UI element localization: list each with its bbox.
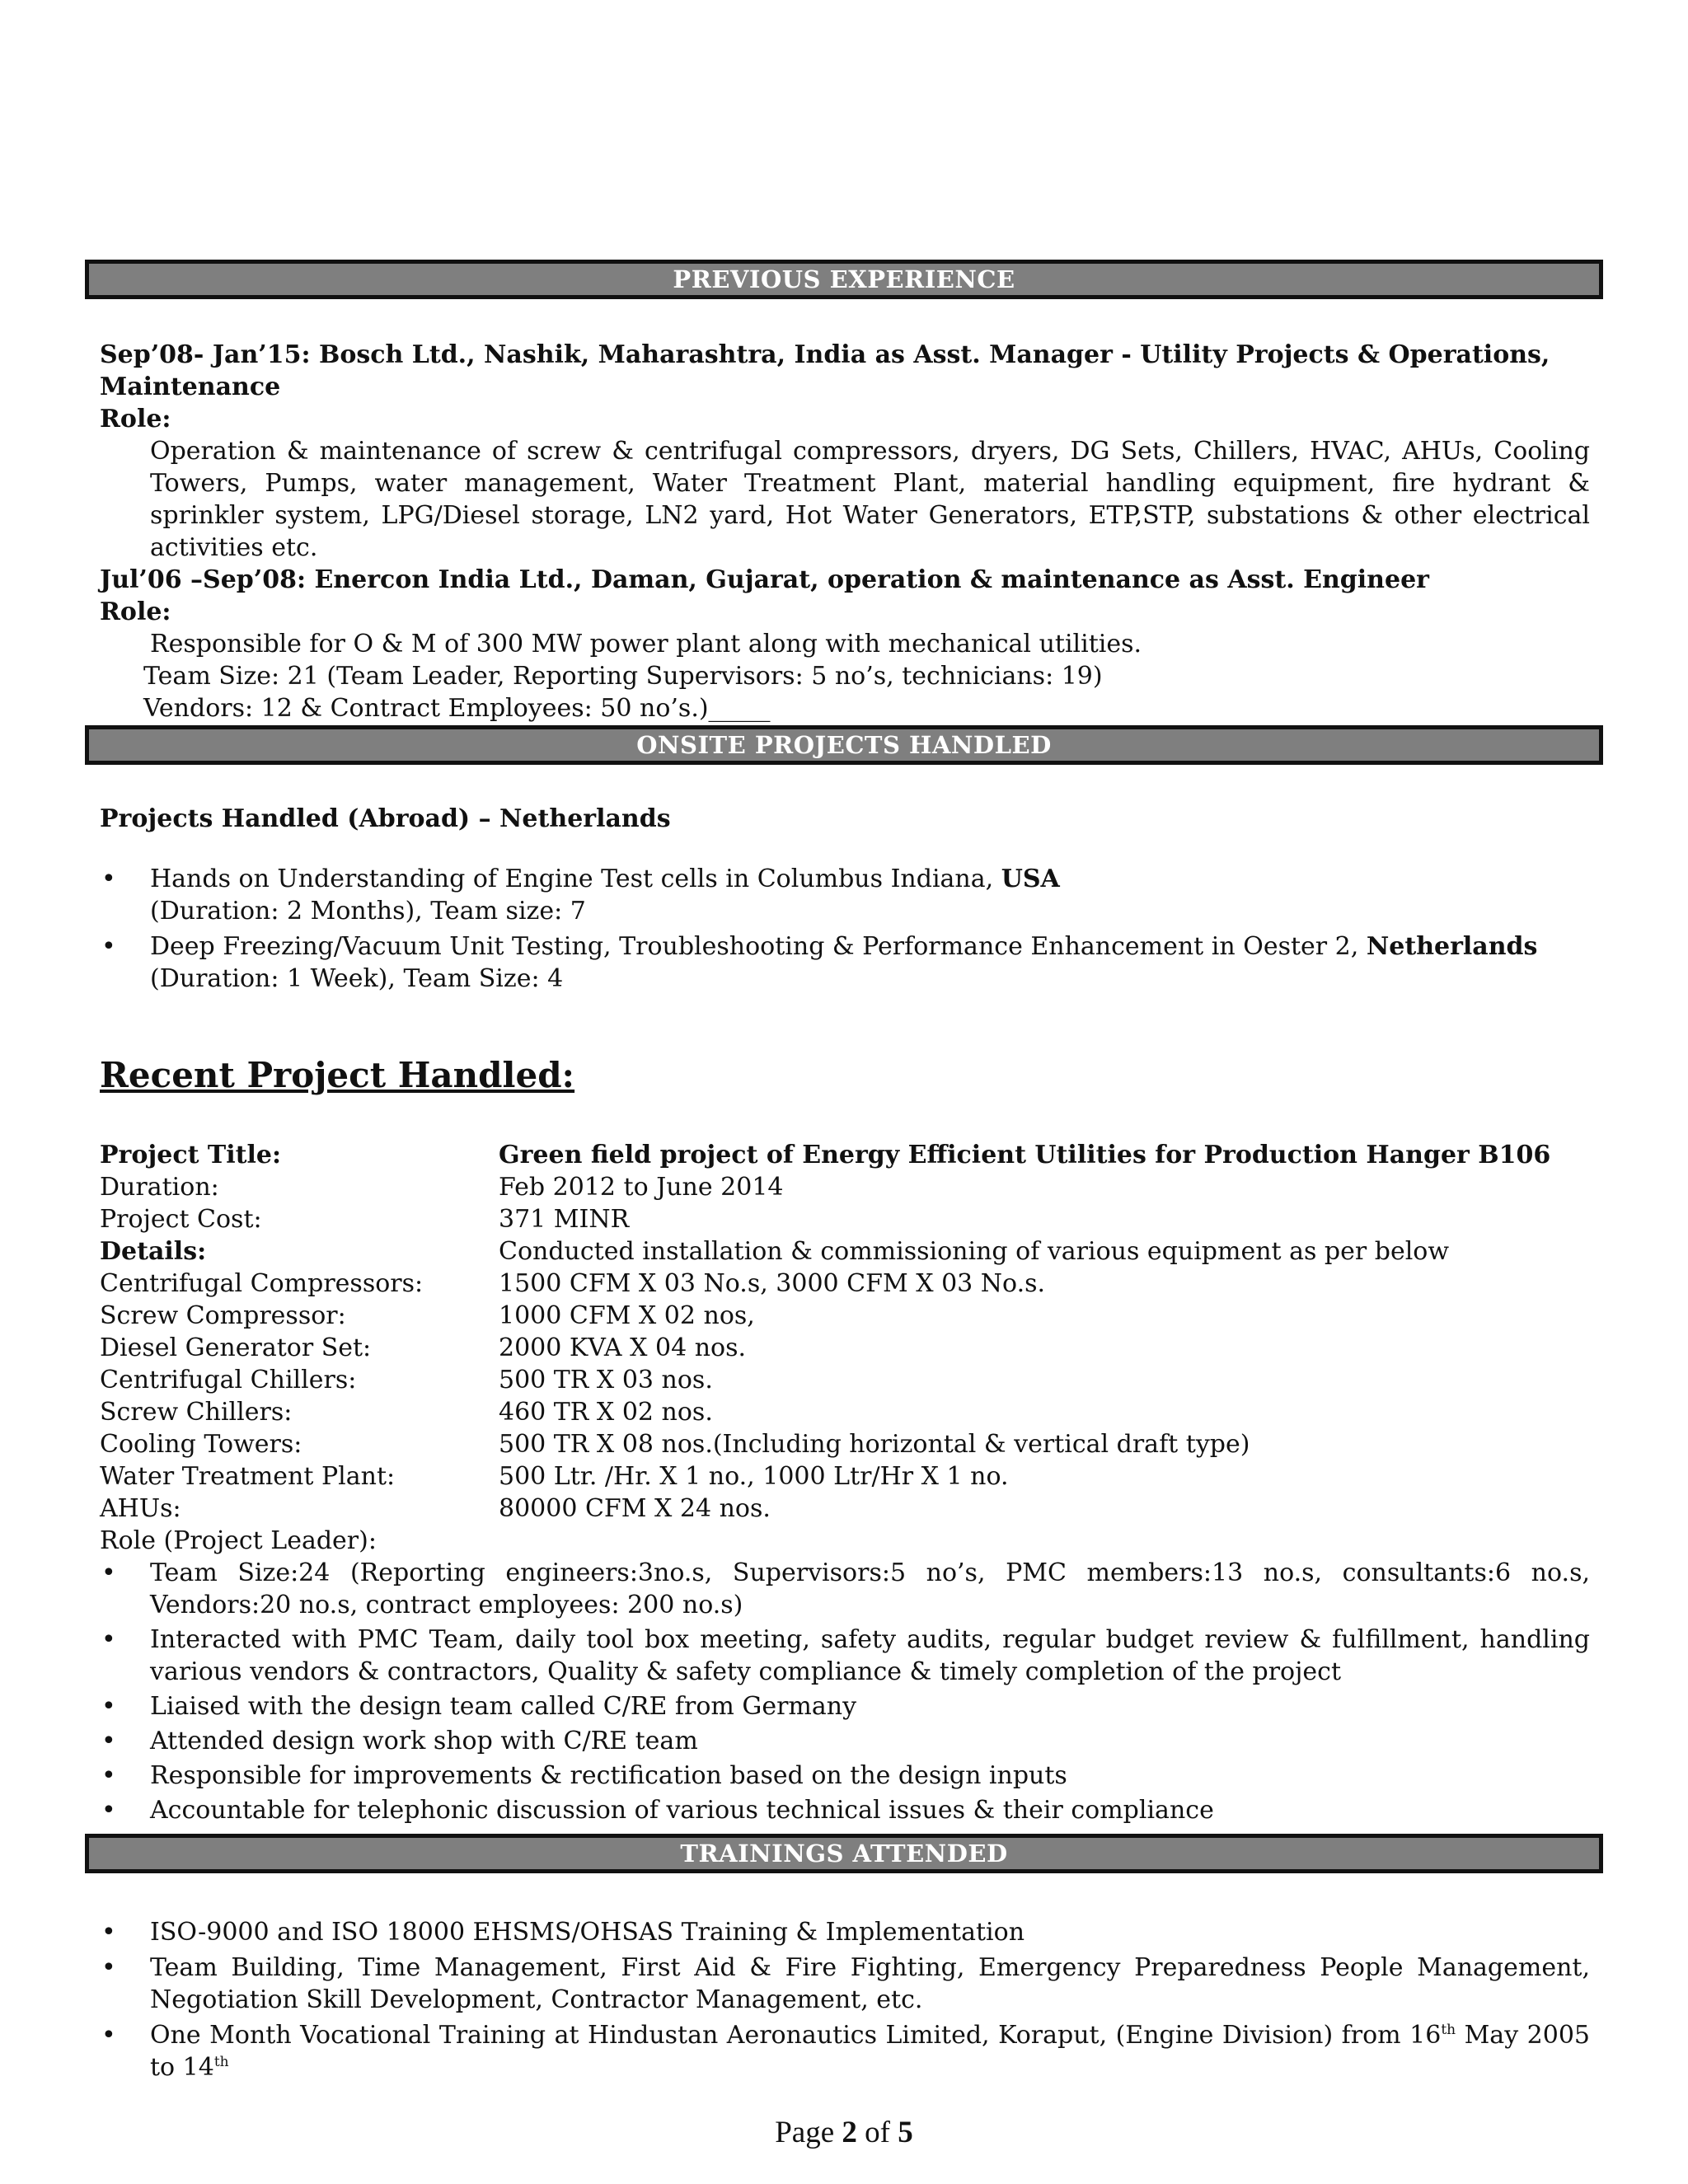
- detail-row: AHUs: 80000 CFM X 24 nos.: [100, 1494, 771, 1523]
- role-label: Role:: [100, 405, 171, 434]
- detail-row: Diesel Generator Set: 2000 KVA X 04 nos.: [100, 1333, 747, 1362]
- list-item: • Liaised with the design team called C/RE from Germany: [101, 1692, 857, 1721]
- list-item: • Responsible for improvements & rectification based on the design inputs: [101, 1761, 1067, 1790]
- detail-row: Water Treatment Plant: 500 Ltr. /Hr. X 1 no., 1000 Ltr/Hr X 1 no.: [100, 1462, 1009, 1491]
- detail-row: Cooling Towers: 500 TR X 08 nos.(Including horizontal & vertical draft type): [100, 1430, 1250, 1459]
- bullet-icon: •: [101, 1727, 116, 1755]
- bullet-icon: •: [101, 932, 116, 961]
- role-label: Role (Project Leader):: [100, 1526, 377, 1555]
- trainings-content: [100, 1916, 1590, 2083]
- page-number: 2: [842, 2116, 857, 2149]
- recent-project-details: [100, 1139, 1590, 1826]
- list-item: • Team Size:24 (Reporting engineers:3no.s, Supervisors:5 no’s, PMC members:13 no.s, consultants:6 no.s, Vendors:20 no.s, contract employees: 200 no.s): [101, 1558, 1590, 1619]
- section-title: TRAININGS ATTENDED: [680, 1840, 1008, 1868]
- onsite-heading: Projects Handled (Abroad) – Netherlands: [100, 804, 671, 833]
- detail-row: Details: Conducted installation & commissioning of various equipment as per below: [100, 1237, 1450, 1266]
- of-label: of: [856, 2116, 898, 2149]
- page-total: 5: [898, 2116, 913, 2149]
- bullet-icon: •: [101, 1796, 116, 1825]
- role-list: [100, 1557, 1590, 1826]
- detail-row: Duration: Feb 2012 to June 2014: [100, 1173, 784, 1202]
- role-label: Role:: [100, 598, 171, 626]
- onsite-projects-content: [100, 803, 1590, 995]
- section-header-trainings: [85, 1834, 1603, 1873]
- list-item: • ISO-9000 and ISO 18000 EHSMS/OHSAS Training & Implementation: [101, 1918, 1025, 1947]
- job-role-description: Operation & maintenance of screw & centrifugal compressors, dryers, DG Sets, Chillers, HVAC, AHUs, Cooling Towers, Pumps, water management, Water Treatment Plant, material handling equipment, fire hydrant & sprinkler system, LPG/Diesel storage, LN2 yard, Hot Water Generators, ETP,STP, substations & other electrical activities etc.: [150, 437, 1590, 562]
- trainings-list: [100, 1916, 1590, 2083]
- detail-row: Project Title: Green field project of Energy Efficient Utilities for Production Hanger B106: [100, 1141, 1551, 1169]
- job-title: Jul’06 –Sep’08: Enercon India Ltd., Daman, Gujarat, operation & maintenance as Asst. Engineer: [100, 565, 1429, 594]
- list-item: • Accountable for telephonic discussion of various technical issues & their compliance: [101, 1796, 1214, 1825]
- section-header-onsite-projects: [85, 725, 1603, 765]
- list-item: • Attended design work shop with C/RE team: [101, 1727, 698, 1755]
- job-role-line: Responsible for O & M of 300 MW power plant along with mechanical utilities.: [150, 630, 1142, 658]
- bullet-icon: •: [101, 2021, 116, 2050]
- list-item: • Deep Freezing/Vacuum Unit Testing, Troubleshooting & Performance Enhancement in Oester 2, Netherlands (Duration: 1 Week), Team Size: 4: [101, 932, 1538, 993]
- bullet-icon: •: [101, 1953, 116, 1982]
- section-title: ONSITE PROJECTS HANDLED: [636, 731, 1052, 759]
- detail-row: Screw Chillers: 460 TR X 02 nos.: [100, 1398, 713, 1427]
- section-title: PREVIOUS EXPERIENCE: [673, 265, 1015, 293]
- page-footer: [0, 2115, 1688, 2150]
- detail-row: Project Cost: 371 MINR: [100, 1205, 630, 1234]
- page-label: Page: [775, 2116, 842, 2149]
- section-header-previous-experience: [85, 260, 1603, 299]
- bullet-icon: •: [101, 1625, 116, 1654]
- list-item: • Team Building, Time Management, First Aid & Fire Fighting, Emergency Preparedness People Management, Negotiation Skill Development, Contractor Management, etc.: [101, 1953, 1590, 2014]
- bullet-icon: •: [101, 1918, 116, 1947]
- detail-row: Centrifugal Chillers: 500 TR X 03 nos.: [100, 1366, 713, 1394]
- bullet-icon: •: [101, 1692, 116, 1721]
- recent-project-heading: Recent Project Handled:: [100, 1055, 575, 1095]
- job-title: Sep’08- Jan’15: Bosch Ltd., Nashik, Maharashtra, India as Asst. Manager - Utility Projects & Operations, Maintenance: [100, 340, 1550, 401]
- bullet-icon: •: [101, 1558, 116, 1587]
- bullet-icon: •: [101, 865, 116, 893]
- job-role-line: Team Size: 21 (Team Leader, Reporting Supervisors: 5 no’s, technicians: 19): [143, 662, 1103, 691]
- detail-row: Screw Compressor: 1000 CFM X 02 nos,: [100, 1301, 755, 1330]
- list-item: • Hands on Understanding of Engine Test cells in Columbus Indiana, USA (Duration: 2 Months), Team size: 7: [101, 865, 1060, 926]
- detail-row: Centrifugal Compressors: 1500 CFM X 03 No.s, 3000 CFM X 03 No.s.: [100, 1269, 1046, 1298]
- job-role-line: Vendors: 12 & Contract Employees: 50 no’s.)_____: [143, 694, 771, 723]
- previous-experience-content: [100, 339, 1590, 724]
- list-item: • Interacted with PMC Team, daily tool box meeting, safety audits, regular budget review & fulfillment, handling various vendors & contractors, Quality & safety compliance & timely completion of the project: [101, 1625, 1590, 1686]
- onsite-list: [100, 863, 1590, 995]
- bullet-icon: •: [101, 1761, 116, 1790]
- list-item: • One Month Vocational Training at Hindustan Aeronautics Limited, Koraput, (Engine Division) from 16th May 2005 to 14th: [101, 2021, 1590, 2082]
